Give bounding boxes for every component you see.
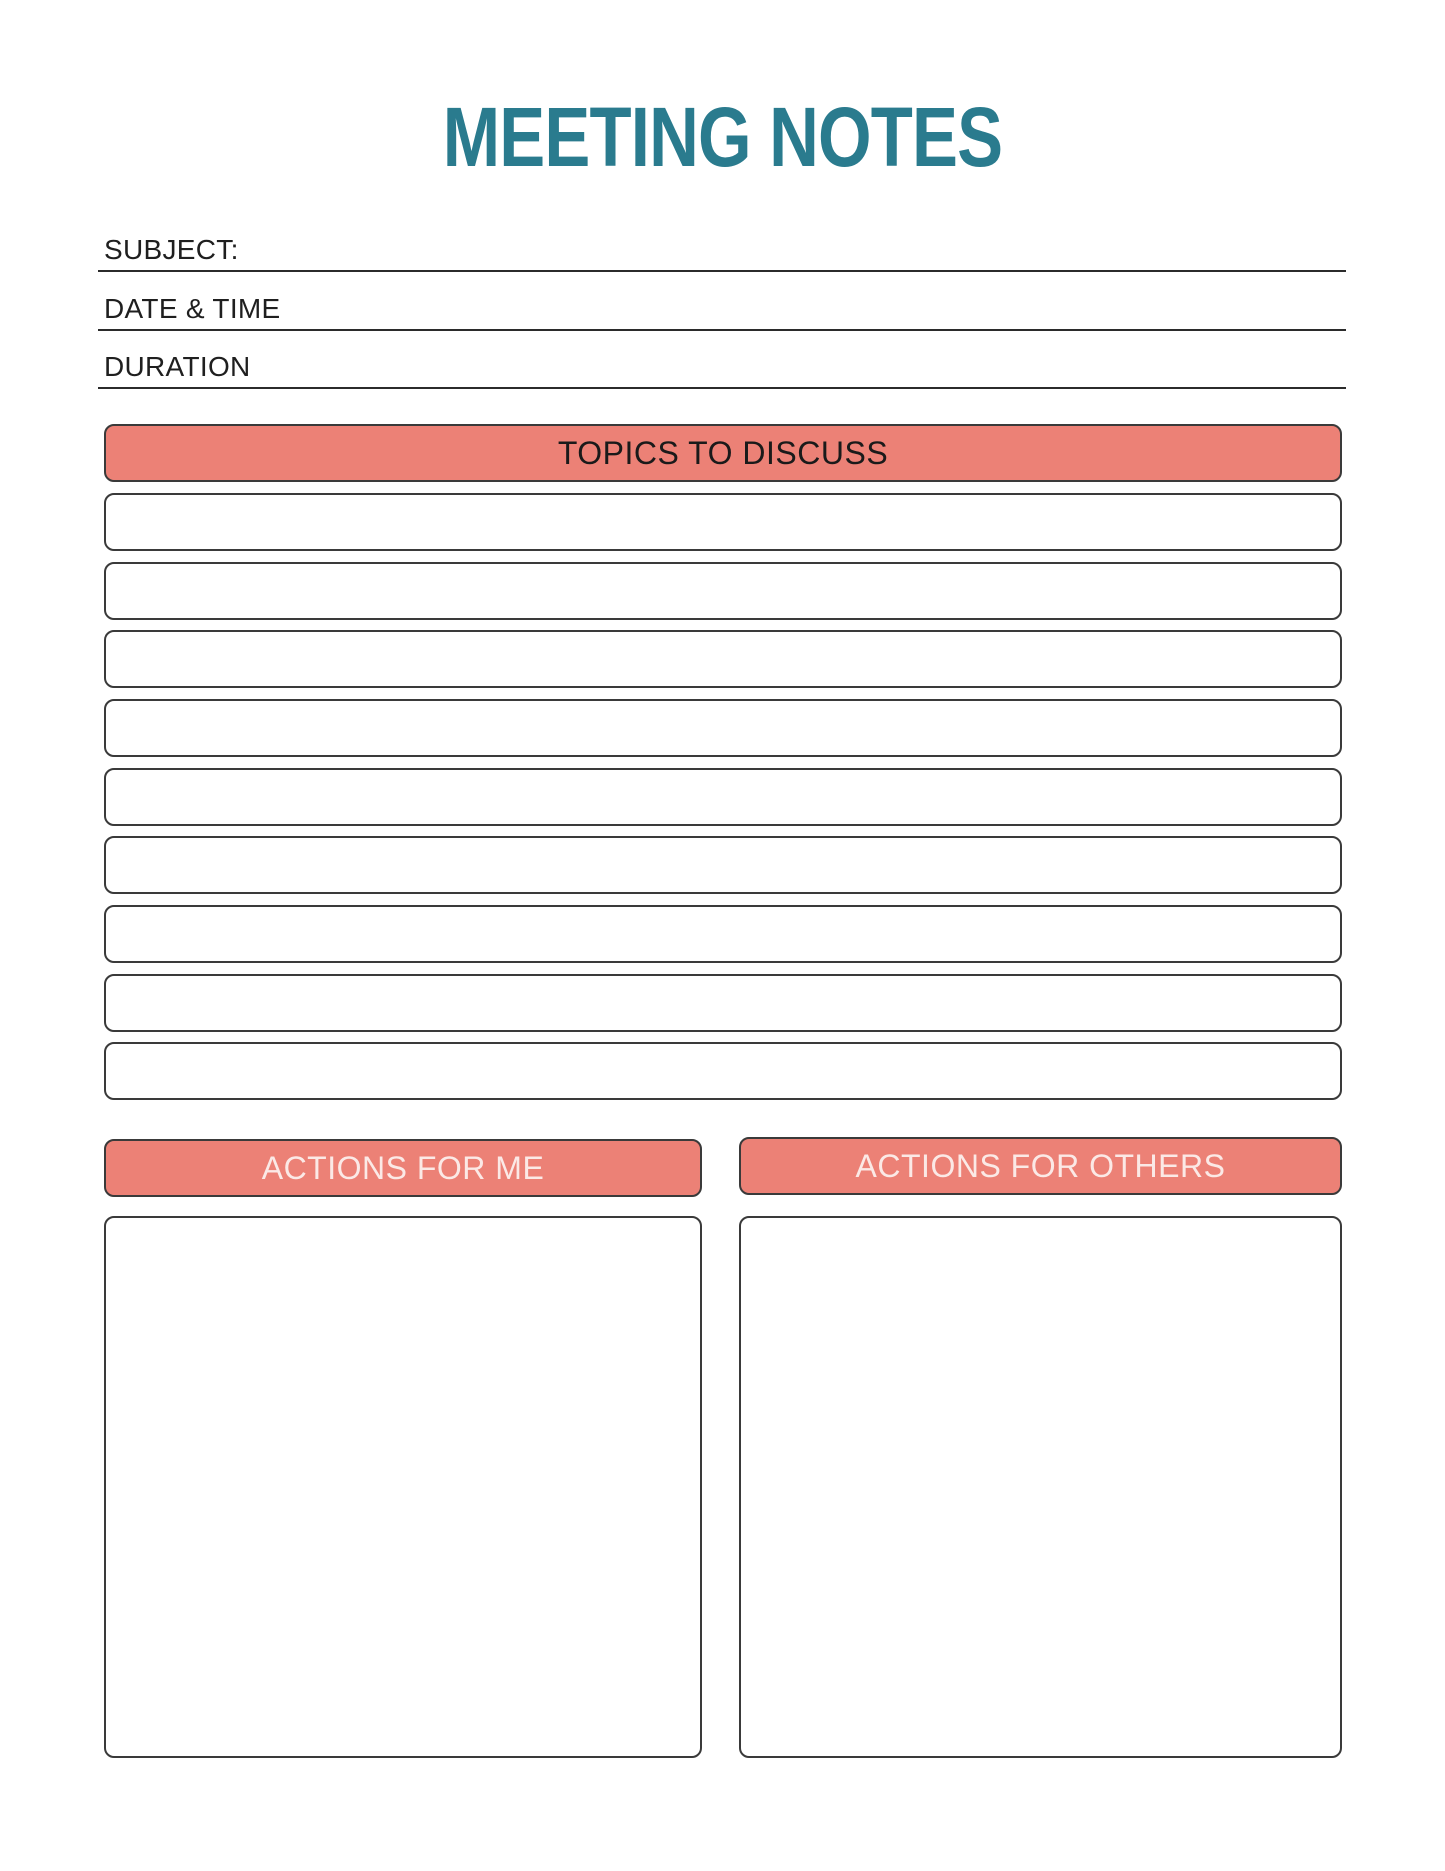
date-time-label: DATE & TIME	[104, 293, 281, 324]
topic-row-8[interactable]	[104, 974, 1342, 1032]
subject-field[interactable]	[98, 226, 1346, 272]
topic-row-4[interactable]	[104, 699, 1342, 757]
date-time-field[interactable]	[98, 285, 1346, 331]
topic-row-5[interactable]	[104, 768, 1342, 826]
duration-field[interactable]	[98, 343, 1346, 389]
topic-row-9[interactable]	[104, 1042, 1342, 1100]
actions-for-others-header	[739, 1137, 1342, 1195]
actions-for-others-label: ACTIONS FOR OTHERS	[855, 1148, 1226, 1184]
page-title: MEETING NOTES	[442, 90, 1003, 184]
topic-row-7[interactable]	[104, 905, 1342, 963]
topic-row-6[interactable]	[104, 836, 1342, 894]
subject-label: SUBJECT:	[104, 234, 239, 265]
topic-row-3[interactable]	[104, 630, 1342, 688]
topic-row-1[interactable]	[104, 493, 1342, 551]
actions-for-others-box[interactable]	[739, 1216, 1342, 1758]
actions-for-me-header	[104, 1139, 702, 1197]
duration-label: DURATION	[104, 351, 251, 382]
actions-for-me-label: ACTIONS FOR ME	[261, 1150, 545, 1186]
actions-for-me-box[interactable]	[104, 1216, 702, 1758]
topics-header	[104, 424, 1342, 482]
topics-header-label: TOPICS TO DISCUSS	[557, 435, 889, 471]
topic-row-2[interactable]	[104, 562, 1342, 620]
